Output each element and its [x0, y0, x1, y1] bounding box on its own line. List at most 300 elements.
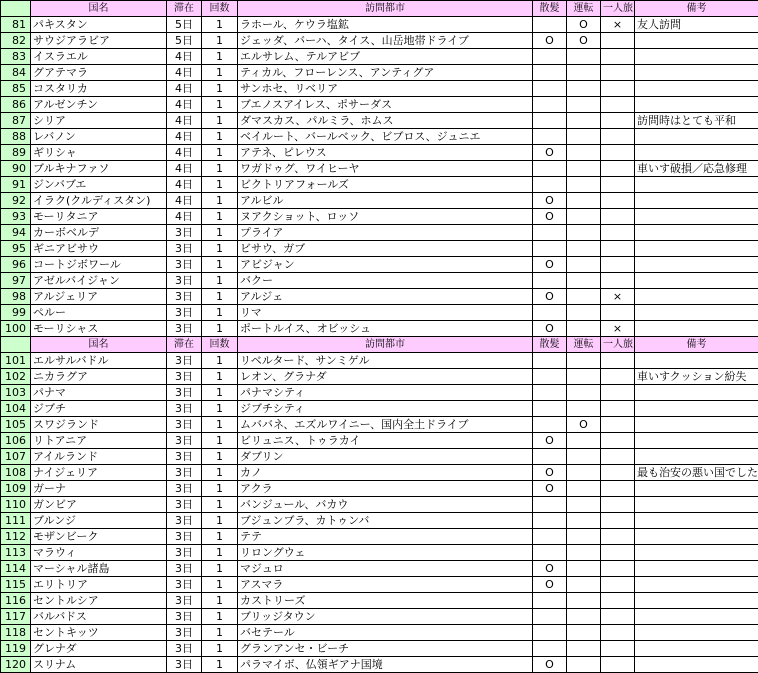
cell-times: 1: [202, 433, 238, 449]
cell-haircut: O: [533, 193, 567, 209]
cell-cities: ジェッダ、バーハ、タイス、山岳地帯ドライブ: [238, 33, 533, 49]
cell-stay: 4日: [167, 65, 202, 81]
cell-country: コスタリカ: [31, 81, 167, 97]
cell-notes: [635, 257, 758, 273]
row-number: 85: [1, 81, 31, 97]
cell-driving: [567, 497, 601, 513]
cell-times: 1: [202, 417, 238, 433]
row-number: 102: [1, 369, 31, 385]
cell-notes: [635, 449, 758, 465]
cell-notes: [635, 545, 758, 561]
cell-cities: ティカル、フローレンス、アンティグア: [238, 65, 533, 81]
cell-haircut: [533, 113, 567, 129]
header-times: 回数: [202, 1, 238, 17]
cell-stay: 4日: [167, 113, 202, 129]
cell-driving: [567, 177, 601, 193]
cell-driving: [567, 305, 601, 321]
cell-stay: 3日: [167, 529, 202, 545]
row-number: 119: [1, 641, 31, 657]
cell-times: 1: [202, 449, 238, 465]
cell-times: 1: [202, 17, 238, 33]
cell-cities: カノ: [238, 465, 533, 481]
table-row: [1, 33, 758, 49]
cell-haircut: O: [533, 561, 567, 577]
cell-driving: [567, 385, 601, 401]
table-row: [1, 465, 758, 481]
cell-country: コートジボワール: [31, 257, 167, 273]
cell-cities: アルビル: [238, 193, 533, 209]
cell-times: 1: [202, 561, 238, 577]
cell-times: 1: [202, 177, 238, 193]
cell-times: 1: [202, 321, 238, 337]
cell-cities: ダマスカス、パルミラ、ホムス: [238, 113, 533, 129]
cell-haircut: [533, 353, 567, 369]
cell-country: ギリシャ: [31, 145, 167, 161]
cell-notes: [635, 65, 758, 81]
row-number: 105: [1, 417, 31, 433]
cell-notes: [635, 497, 758, 513]
cell-solo: [601, 81, 635, 97]
cell-country: アゼルバイジャン: [31, 273, 167, 289]
cell-stay: 3日: [167, 641, 202, 657]
cell-solo: [601, 161, 635, 177]
cell-country: エルサルバドル: [31, 353, 167, 369]
cell-driving: [567, 65, 601, 81]
table-row: [1, 129, 758, 145]
cell-haircut: [533, 273, 567, 289]
cell-country: ジブチ: [31, 401, 167, 417]
cell-solo: [601, 369, 635, 385]
row-number: 86: [1, 97, 31, 113]
cell-stay: 3日: [167, 577, 202, 593]
cell-solo: [601, 609, 635, 625]
cell-notes: [635, 417, 758, 433]
cell-cities: リベルタード、サンミゲル: [238, 353, 533, 369]
row-number: 117: [1, 609, 31, 625]
cell-stay: 4日: [167, 97, 202, 113]
cell-times: 1: [202, 257, 238, 273]
table-row: [1, 321, 758, 337]
cell-driving: [567, 577, 601, 593]
cell-driving: [567, 225, 601, 241]
table-row: [1, 177, 758, 193]
cell-notes: 最も治安の悪い国でした: [635, 465, 758, 481]
cell-notes: [635, 385, 758, 401]
row-number: 92: [1, 193, 31, 209]
header-solo: 一人旅: [601, 1, 635, 17]
table-row: [1, 641, 758, 657]
header-haircut: 散髪: [533, 1, 567, 17]
row-number: 87: [1, 113, 31, 129]
cell-notes: [635, 353, 758, 369]
cell-notes: [635, 81, 758, 97]
cell-stay: 4日: [167, 145, 202, 161]
cell-notes: [635, 529, 758, 545]
cell-times: 1: [202, 33, 238, 49]
cell-cities: マジュロ: [238, 561, 533, 577]
table-row: [1, 289, 758, 305]
cell-solo: [601, 417, 635, 433]
row-number: 83: [1, 49, 31, 65]
cell-solo: [601, 449, 635, 465]
header-cities: 訪問都市: [238, 1, 533, 17]
cell-solo: [601, 257, 635, 273]
cell-cities: ワガドゥグ、ワイヒーヤ: [238, 161, 533, 177]
table-header-row: [1, 337, 758, 353]
cell-driving: O: [567, 417, 601, 433]
cell-times: 1: [202, 65, 238, 81]
cell-times: 1: [202, 97, 238, 113]
cell-haircut: [533, 225, 567, 241]
cell-cities: プライア: [238, 225, 533, 241]
row-number: 89: [1, 145, 31, 161]
cell-country: モーリタニア: [31, 209, 167, 225]
cell-stay: 3日: [167, 625, 202, 641]
cell-driving: [567, 609, 601, 625]
table-row: [1, 449, 758, 465]
table-row: [1, 417, 758, 433]
cell-cities: ダブリン: [238, 449, 533, 465]
cell-cities: アルジェ: [238, 289, 533, 305]
table-row: [1, 593, 758, 609]
cell-notes: [635, 625, 758, 641]
cell-driving: [567, 145, 601, 161]
row-number: 81: [1, 17, 31, 33]
cell-driving: [567, 193, 601, 209]
cell-haircut: [533, 545, 567, 561]
row-number: 99: [1, 305, 31, 321]
cell-cities: サンホセ、リベリア: [238, 81, 533, 97]
table-row: [1, 305, 758, 321]
header-notes: 備考: [635, 1, 758, 17]
header-row-number-cell: [1, 337, 31, 353]
cell-times: 1: [202, 353, 238, 369]
cell-solo: [601, 241, 635, 257]
cell-country: アルジェリア: [31, 289, 167, 305]
cell-cities: ブエノスアイレス、ポサーダス: [238, 97, 533, 113]
cell-haircut: [533, 401, 567, 417]
table-row: [1, 561, 758, 577]
cell-cities: バンジュール、バカウ: [238, 497, 533, 513]
cell-country: パナマ: [31, 385, 167, 401]
cell-driving: [567, 81, 601, 97]
cell-solo: [601, 273, 635, 289]
cell-cities: パナマシティ: [238, 385, 533, 401]
cell-driving: [567, 161, 601, 177]
cell-times: 1: [202, 545, 238, 561]
cell-cities: ブリッジタウン: [238, 609, 533, 625]
cell-notes: 車いす破損／応急修理: [635, 161, 758, 177]
cell-cities: バセテール: [238, 625, 533, 641]
cell-haircut: O: [533, 433, 567, 449]
cell-solo: [601, 177, 635, 193]
cell-driving: [567, 433, 601, 449]
cell-country: パキスタン: [31, 17, 167, 33]
row-number: 118: [1, 625, 31, 641]
cell-notes: [635, 513, 758, 529]
cell-cities: アビジャン: [238, 257, 533, 273]
cell-notes: [635, 305, 758, 321]
cell-times: 1: [202, 209, 238, 225]
cell-driving: O: [567, 33, 601, 49]
table-row: [1, 17, 758, 33]
cell-solo: [601, 129, 635, 145]
table-row: [1, 657, 758, 673]
header-notes: 備考: [635, 337, 758, 353]
cell-solo: [601, 65, 635, 81]
cell-solo: [601, 497, 635, 513]
table-row: [1, 545, 758, 561]
cell-notes: [635, 273, 758, 289]
cell-notes: [635, 129, 758, 145]
cell-country: スワジランド: [31, 417, 167, 433]
row-number: 90: [1, 161, 31, 177]
cell-stay: 3日: [167, 353, 202, 369]
cell-stay: 5日: [167, 33, 202, 49]
cell-solo: [601, 401, 635, 417]
cell-driving: [567, 449, 601, 465]
cell-stay: 3日: [167, 561, 202, 577]
cell-country: ジンバブエ: [31, 177, 167, 193]
cell-haircut: [533, 241, 567, 257]
cell-country: スリナム: [31, 657, 167, 673]
cell-times: 1: [202, 369, 238, 385]
cell-stay: 3日: [167, 225, 202, 241]
cell-driving: [567, 273, 601, 289]
cell-times: 1: [202, 193, 238, 209]
cell-country: ブルンジ: [31, 513, 167, 529]
cell-notes: [635, 97, 758, 113]
cell-country: グレナダ: [31, 641, 167, 657]
row-number: 103: [1, 385, 31, 401]
cell-solo: [601, 577, 635, 593]
cell-country: ガーナ: [31, 481, 167, 497]
cell-haircut: [533, 609, 567, 625]
row-number: 97: [1, 273, 31, 289]
cell-haircut: [533, 385, 567, 401]
row-number: 111: [1, 513, 31, 529]
cell-cities: パラマイボ、仏領ギアナ国境: [238, 657, 533, 673]
cell-notes: [635, 657, 758, 673]
cell-stay: 3日: [167, 401, 202, 417]
header-cities: 訪問都市: [238, 337, 533, 353]
cell-solo: ×: [601, 289, 635, 305]
cell-notes: [635, 177, 758, 193]
cell-cities: ビリュニス、トゥラカイ: [238, 433, 533, 449]
header-haircut: 散髪: [533, 337, 567, 353]
cell-haircut: [533, 129, 567, 145]
cell-haircut: O: [533, 33, 567, 49]
cell-notes: [635, 241, 758, 257]
cell-driving: [567, 289, 601, 305]
cell-stay: 3日: [167, 417, 202, 433]
cell-stay: 3日: [167, 497, 202, 513]
cell-stay: 4日: [167, 193, 202, 209]
cell-country: アルゼンチン: [31, 97, 167, 113]
cell-stay: 3日: [167, 513, 202, 529]
cell-stay: 3日: [167, 257, 202, 273]
cell-times: 1: [202, 113, 238, 129]
cell-times: 1: [202, 161, 238, 177]
table-row: [1, 161, 758, 177]
table-row: [1, 385, 758, 401]
cell-notes: 車いすクッション紛失: [635, 369, 758, 385]
cell-solo: [601, 529, 635, 545]
cell-cities: バクー: [238, 273, 533, 289]
cell-solo: [601, 145, 635, 161]
cell-notes: 友人訪問: [635, 17, 758, 33]
cell-haircut: [533, 65, 567, 81]
cell-stay: 4日: [167, 129, 202, 145]
header-row-number-cell: [1, 1, 31, 17]
cell-country: エリトリア: [31, 577, 167, 593]
cell-haircut: O: [533, 481, 567, 497]
cell-solo: [601, 113, 635, 129]
cell-solo: [601, 625, 635, 641]
cell-stay: 4日: [167, 161, 202, 177]
cell-stay: 3日: [167, 385, 202, 401]
cell-cities: ジブチシティ: [238, 401, 533, 417]
cell-country: モザンビーク: [31, 529, 167, 545]
cell-stay: 3日: [167, 273, 202, 289]
cell-stay: 3日: [167, 545, 202, 561]
row-number: 114: [1, 561, 31, 577]
table-row: [1, 497, 758, 513]
cell-solo: [601, 97, 635, 113]
table-row: [1, 97, 758, 113]
cell-solo: [601, 209, 635, 225]
row-number: 100: [1, 321, 31, 337]
cell-stay: 3日: [167, 369, 202, 385]
row-number: 113: [1, 545, 31, 561]
cell-haircut: [533, 625, 567, 641]
cell-driving: [567, 129, 601, 145]
cell-driving: [567, 369, 601, 385]
cell-stay: 3日: [167, 289, 202, 305]
cell-cities: リマ: [238, 305, 533, 321]
row-number: 101: [1, 353, 31, 369]
cell-solo: ×: [601, 17, 635, 33]
cell-solo: [601, 593, 635, 609]
cell-solo: [601, 561, 635, 577]
cell-driving: [567, 209, 601, 225]
cell-notes: [635, 561, 758, 577]
row-number: 115: [1, 577, 31, 593]
row-number: 116: [1, 593, 31, 609]
cell-notes: [635, 49, 758, 65]
cell-cities: アテネ、ピレウス: [238, 145, 533, 161]
cell-haircut: O: [533, 577, 567, 593]
cell-stay: 4日: [167, 49, 202, 65]
cell-driving: O: [567, 17, 601, 33]
table-row: [1, 65, 758, 81]
row-number: 94: [1, 225, 31, 241]
cell-driving: [567, 241, 601, 257]
cell-haircut: [533, 641, 567, 657]
cell-times: 1: [202, 625, 238, 641]
table-row: [1, 225, 758, 241]
cell-solo: [601, 385, 635, 401]
cell-haircut: [533, 161, 567, 177]
cell-country: アイルランド: [31, 449, 167, 465]
cell-solo: [601, 657, 635, 673]
table-row: [1, 401, 758, 417]
table-row: [1, 113, 758, 129]
table-row: [1, 241, 758, 257]
table-row: [1, 209, 758, 225]
cell-haircut: [533, 497, 567, 513]
table-row: [1, 433, 758, 449]
cell-stay: 3日: [167, 241, 202, 257]
cell-driving: [567, 321, 601, 337]
cell-country: カーボベルデ: [31, 225, 167, 241]
header-driving: 運転: [567, 1, 601, 17]
cell-solo: [601, 193, 635, 209]
cell-notes: [635, 321, 758, 337]
row-number: 110: [1, 497, 31, 513]
cell-stay: 3日: [167, 449, 202, 465]
cell-notes: [635, 593, 758, 609]
cell-haircut: O: [533, 321, 567, 337]
cell-stay: 3日: [167, 609, 202, 625]
cell-cities: ベイルート、バールベック、ビブロス、ジュニエ: [238, 129, 533, 145]
cell-driving: [567, 257, 601, 273]
row-number: 91: [1, 177, 31, 193]
cell-driving: [567, 353, 601, 369]
cell-country: ニカラグア: [31, 369, 167, 385]
cell-haircut: O: [533, 145, 567, 161]
table-row: [1, 609, 758, 625]
cell-times: 1: [202, 81, 238, 97]
cell-times: 1: [202, 641, 238, 657]
cell-cities: アクラ: [238, 481, 533, 497]
cell-cities: ポートルイス、オビッシュ: [238, 321, 533, 337]
row-number: 93: [1, 209, 31, 225]
cell-stay: 3日: [167, 321, 202, 337]
cell-solo: [601, 49, 635, 65]
cell-driving: [567, 625, 601, 641]
cell-stay: 4日: [167, 81, 202, 97]
cell-times: 1: [202, 465, 238, 481]
cell-haircut: [533, 369, 567, 385]
cell-cities: カストリーズ: [238, 593, 533, 609]
table-row: [1, 481, 758, 497]
row-number: 120: [1, 657, 31, 673]
cell-notes: 訪問時はとても平和: [635, 113, 758, 129]
cell-solo: [601, 225, 635, 241]
table-row: [1, 257, 758, 273]
table-header-row: [1, 1, 758, 17]
cell-notes: [635, 145, 758, 161]
table-row: [1, 273, 758, 289]
cell-country: ブルキナファソ: [31, 161, 167, 177]
row-number: 109: [1, 481, 31, 497]
header-stay: 滞在: [167, 337, 202, 353]
cell-stay: 3日: [167, 465, 202, 481]
header-times: 回数: [202, 337, 238, 353]
cell-cities: グランアンセ・ビーチ: [238, 641, 533, 657]
cell-stay: 3日: [167, 433, 202, 449]
table-row: [1, 577, 758, 593]
cell-stay: 4日: [167, 177, 202, 193]
cell-country: リトアニア: [31, 433, 167, 449]
cell-cities: テテ: [238, 529, 533, 545]
cell-stay: 3日: [167, 305, 202, 321]
table-row: [1, 625, 758, 641]
cell-country: グアテマラ: [31, 65, 167, 81]
cell-haircut: [533, 449, 567, 465]
cell-times: 1: [202, 609, 238, 625]
